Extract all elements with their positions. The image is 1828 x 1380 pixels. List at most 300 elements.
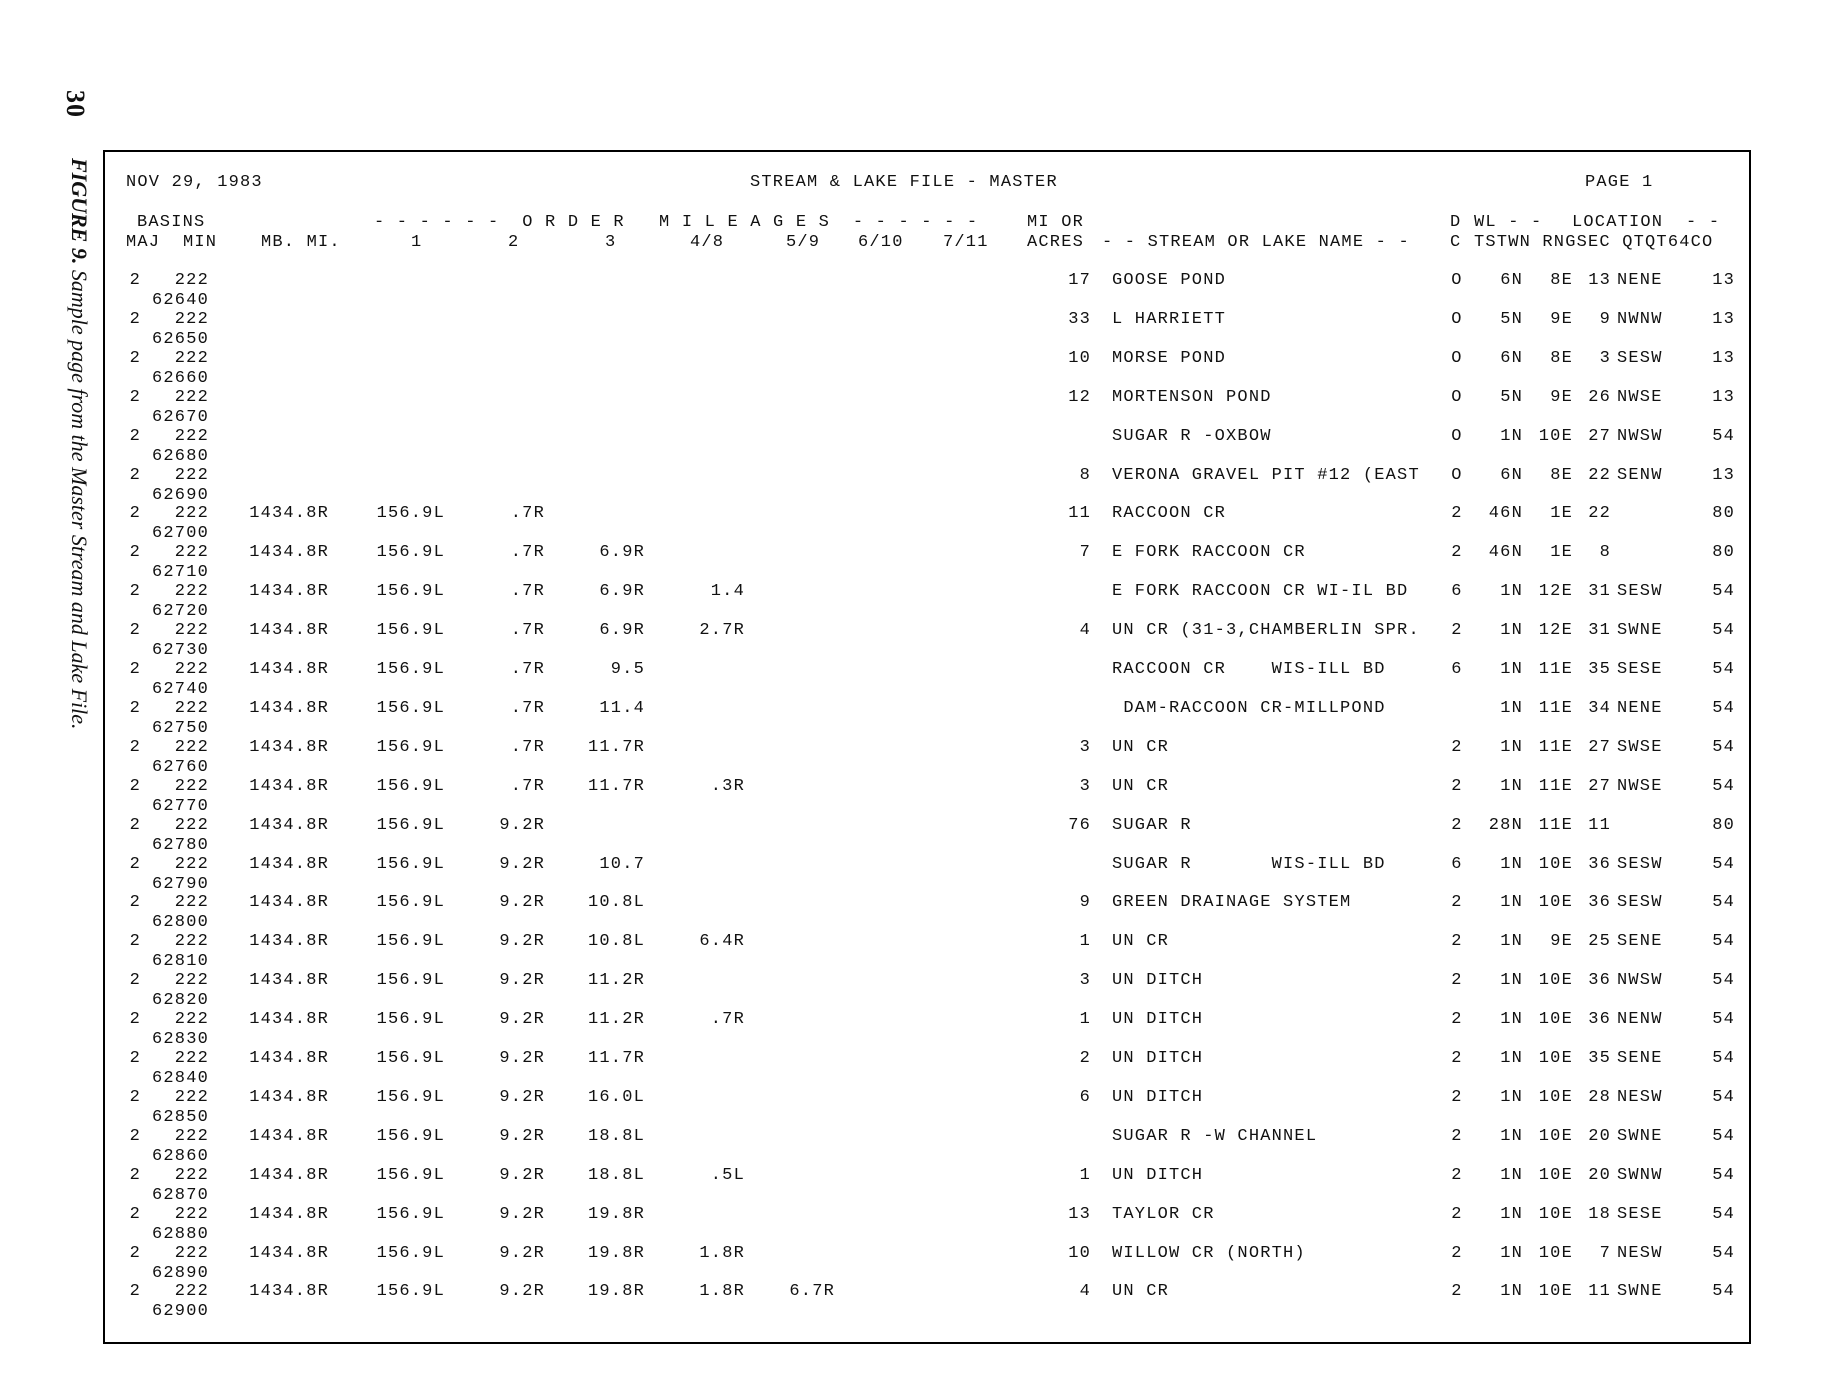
acres-value: 33 <box>1068 309 1091 329</box>
township: 6N <box>1500 271 1523 290</box>
section: 11 <box>1588 1282 1611 1302</box>
dc-code: 6 <box>1451 854 1463 874</box>
county-code: 54 <box>1712 1204 1735 1224</box>
order-1-mileage: 156.9L <box>376 1165 445 1185</box>
header-wl: WL - - <box>1474 213 1543 232</box>
record-id: 62870 <box>151 1185 209 1205</box>
mb-mileage: 1434.8R <box>249 1243 329 1263</box>
basin-major: 2 <box>129 971 141 991</box>
quarter-quarter: SESW <box>1617 893 1663 913</box>
acres-value: 8 <box>1079 465 1091 485</box>
acres-value: 3 <box>1079 776 1091 796</box>
stream-name: RACCOON CR WIS-ILL BD <box>1112 660 1386 679</box>
county-code: 80 <box>1712 815 1735 835</box>
section: 9 <box>1599 309 1611 329</box>
dc-code: 2 <box>1451 893 1463 913</box>
basin-major: 2 <box>129 348 141 368</box>
township: 1N <box>1500 737 1523 757</box>
basin-minor: 222 <box>174 893 209 913</box>
township: 1N <box>1500 893 1523 913</box>
dc-code: 2 <box>1451 1049 1463 1068</box>
section: 8 <box>1599 543 1611 563</box>
header-maj-min: MAJ MIN <box>126 233 218 252</box>
quarter-quarter: SWNE <box>1617 621 1663 641</box>
mb-mileage: 1434.8R <box>249 1010 329 1030</box>
township: 1N <box>1500 1049 1523 1068</box>
range: 11E <box>1538 815 1573 835</box>
order-2-mileage: 9.2R <box>499 815 545 835</box>
dc-code: O <box>1451 271 1463 290</box>
township: 1N <box>1500 1204 1523 1224</box>
mb-mileage: 1434.8R <box>249 582 329 602</box>
record-id: 62750 <box>151 718 209 738</box>
stream-name: UN CR <box>1112 1282 1170 1302</box>
section: 20 <box>1588 1165 1611 1185</box>
acres-value: 6 <box>1079 1087 1091 1107</box>
county-code: 54 <box>1712 971 1735 991</box>
range: 10E <box>1538 1165 1573 1185</box>
stream-name: GREEN DRAINAGE SYSTEM <box>1112 893 1352 913</box>
order-2-mileage: 9.2R <box>499 854 545 874</box>
header-order-2: 2 <box>508 233 520 252</box>
basin-minor: 222 <box>174 1243 209 1263</box>
basin-major: 2 <box>129 1010 141 1030</box>
section: 27 <box>1588 776 1611 796</box>
basin-minor: 222 <box>174 271 209 290</box>
dc-code: 2 <box>1451 543 1463 563</box>
stream-name: E FORK RACCOON CR WI-IL BD <box>1112 582 1409 602</box>
basin-major: 2 <box>129 1165 141 1185</box>
township: 28N <box>1488 815 1523 835</box>
stream-name: UN CR (31-3,CHAMBERLIN SPR. <box>1112 621 1420 641</box>
township: 1N <box>1500 1243 1523 1263</box>
order-3-mileage: 11.7R <box>587 776 645 796</box>
section: 22 <box>1588 465 1611 485</box>
acres-value: 2 <box>1079 1049 1091 1068</box>
section: 3 <box>1599 348 1611 368</box>
order-2-mileage: 9.2R <box>499 1087 545 1107</box>
mb-mileage: 1434.8R <box>249 543 329 563</box>
township: 5N <box>1500 309 1523 329</box>
county-code: 54 <box>1712 621 1735 641</box>
stream-name: UN CR <box>1112 737 1170 757</box>
county-code: 54 <box>1712 1282 1735 1302</box>
order-1-mileage: 156.9L <box>376 1282 445 1302</box>
dc-code: 2 <box>1451 621 1463 641</box>
acres-value: 13 <box>1068 1204 1091 1224</box>
order-3-mileage: 9.5 <box>610 660 645 679</box>
acres-value: 1 <box>1079 1165 1091 1185</box>
header-c: C <box>1450 233 1462 252</box>
record-id: 62810 <box>151 952 209 972</box>
township: 1N <box>1500 582 1523 602</box>
basin-minor: 222 <box>174 426 209 446</box>
mb-mileage: 1434.8R <box>249 1126 329 1146</box>
mb-mileage: 1434.8R <box>249 621 329 641</box>
quarter-quarter: NWSE <box>1617 776 1663 796</box>
quarter-quarter: SENE <box>1617 1049 1663 1068</box>
acres-value: 9 <box>1079 893 1091 913</box>
dc-code: 2 <box>1451 971 1463 991</box>
quarter-quarter: SWNE <box>1617 1126 1663 1146</box>
dc-code: 2 <box>1451 1282 1463 1302</box>
township: 1N <box>1500 932 1523 952</box>
section: 36 <box>1588 971 1611 991</box>
acres-value: 11 <box>1068 504 1091 524</box>
quarter-quarter: NENE <box>1617 271 1663 290</box>
record-id: 62690 <box>151 485 209 505</box>
order-3-mileage: 10.8L <box>587 932 645 952</box>
quarter-quarter: SENE <box>1617 932 1663 952</box>
header-order-3: 3 <box>605 233 617 252</box>
order-4-mileage: 1.4 <box>710 582 745 602</box>
stream-name: GOOSE POND <box>1112 271 1227 290</box>
stream-name: UN DITCH <box>1112 1087 1204 1107</box>
township: 6N <box>1500 465 1523 485</box>
quarter-quarter: NWSW <box>1617 426 1663 446</box>
order-3-mileage: 19.8R <box>587 1204 645 1224</box>
figure-caption-text: Sample page from the Master Stream and Lake File. <box>67 269 92 730</box>
dc-code: 2 <box>1451 815 1463 835</box>
order-3-mileage: 10.7 <box>599 854 645 874</box>
acres-value: 3 <box>1079 737 1091 757</box>
record-id: 62680 <box>151 446 209 466</box>
dc-code: 2 <box>1451 1126 1463 1146</box>
range: 10E <box>1538 1087 1573 1107</box>
basin-major: 2 <box>129 815 141 835</box>
order-1-mileage: 156.9L <box>376 543 445 563</box>
dc-code: 2 <box>1451 932 1463 952</box>
basin-minor: 222 <box>174 1282 209 1302</box>
basin-minor: 222 <box>174 465 209 485</box>
order-2-mileage: 9.2R <box>499 1010 545 1030</box>
section: 7 <box>1599 1243 1611 1263</box>
mb-mileage: 1434.8R <box>249 932 329 952</box>
stream-name: UN DITCH <box>1112 1165 1204 1185</box>
quarter-quarter: SWNW <box>1617 1165 1663 1185</box>
basin-major: 2 <box>129 1087 141 1107</box>
figure-caption <box>66 158 92 730</box>
quarter-quarter: NENE <box>1617 698 1663 718</box>
county-code: 54 <box>1712 582 1735 602</box>
order-1-mileage: 156.9L <box>376 582 445 602</box>
header-order-mileages: - - - - - - O R D E R M I L E A G E S - - - - - - <box>374 213 979 232</box>
order-1-mileage: 156.9L <box>376 971 445 991</box>
township: 1N <box>1500 660 1523 679</box>
township: 46N <box>1488 543 1523 563</box>
acres-value: 4 <box>1079 1282 1091 1302</box>
basin-minor: 222 <box>174 1204 209 1224</box>
record-id: 62730 <box>151 641 209 661</box>
section: 20 <box>1588 1126 1611 1146</box>
order-3-mileage: 6.9R <box>599 543 645 563</box>
county-code: 54 <box>1712 1165 1735 1185</box>
quarter-quarter: SESW <box>1617 348 1663 368</box>
header-basins: BASINS <box>137 213 206 232</box>
record-id: 62760 <box>151 757 209 777</box>
order-2-mileage: .7R <box>510 776 545 796</box>
acres-value: 10 <box>1068 348 1091 368</box>
basin-major: 2 <box>129 1243 141 1263</box>
order-2-mileage: 9.2R <box>499 893 545 913</box>
section: 25 <box>1588 932 1611 952</box>
basin-major: 2 <box>129 737 141 757</box>
county-code: 54 <box>1712 854 1735 874</box>
township: 1N <box>1500 1010 1523 1030</box>
order-2-mileage: 9.2R <box>499 1049 545 1068</box>
basin-major: 2 <box>129 271 141 290</box>
section: 13 <box>1588 271 1611 290</box>
dc-code: 2 <box>1451 504 1463 524</box>
basin-minor: 222 <box>174 348 209 368</box>
basin-major: 2 <box>129 1282 141 1302</box>
order-2-mileage: 9.2R <box>499 1165 545 1185</box>
range: 10E <box>1538 854 1573 874</box>
record-id: 62890 <box>151 1263 209 1283</box>
township: 5N <box>1500 387 1523 407</box>
mb-mileage: 1434.8R <box>249 971 329 991</box>
county-code: 54 <box>1712 660 1735 679</box>
basin-major: 2 <box>129 932 141 952</box>
order-1-mileage: 156.9L <box>376 621 445 641</box>
dc-code: 6 <box>1451 660 1463 679</box>
header-order-6-10: 6/10 <box>858 233 904 252</box>
order-2-mileage: 9.2R <box>499 971 545 991</box>
stream-name: VERONA GRAVEL PIT #12 (EAST <box>1112 465 1420 485</box>
mb-mileage: 1434.8R <box>249 1087 329 1107</box>
quarter-quarter: NWNW <box>1617 309 1663 329</box>
section: 11 <box>1588 815 1611 835</box>
quarter-quarter: SENW <box>1617 465 1663 485</box>
range: 10E <box>1538 893 1573 913</box>
township: 1N <box>1500 698 1523 718</box>
range: 10E <box>1538 1243 1573 1263</box>
basin-minor: 222 <box>174 1010 209 1030</box>
county-code: 13 <box>1712 465 1735 485</box>
stream-name: UN DITCH <box>1112 1049 1204 1068</box>
county-code: 54 <box>1712 1049 1735 1068</box>
quarter-quarter: NENW <box>1617 1010 1663 1030</box>
stream-name: E FORK RACCOON CR <box>1112 543 1306 563</box>
record-id: 62820 <box>151 991 209 1011</box>
order-1-mileage: 156.9L <box>376 1049 445 1068</box>
range: 10E <box>1538 426 1573 446</box>
header-mb-mi: MB. MI. <box>261 233 341 252</box>
dc-code: O <box>1451 426 1463 446</box>
dc-code: 2 <box>1451 1243 1463 1263</box>
range: 9E <box>1550 387 1573 407</box>
order-5-mileage: 6.7R <box>789 1282 835 1302</box>
order-3-mileage: 11.4 <box>599 698 645 718</box>
record-id: 62650 <box>151 329 209 349</box>
acres-value: 12 <box>1068 387 1091 407</box>
acres-value: 76 <box>1068 815 1091 835</box>
basin-major: 2 <box>129 854 141 874</box>
order-1-mileage: 156.9L <box>376 1087 445 1107</box>
range: 12E <box>1538 582 1573 602</box>
figure-label: FIGURE 9. <box>67 158 92 265</box>
order-3-mileage: 18.8L <box>587 1126 645 1146</box>
page-number: 30 <box>61 90 90 118</box>
county-code: 13 <box>1712 309 1735 329</box>
order-2-mileage: .7R <box>510 504 545 524</box>
record-id: 62740 <box>151 680 209 699</box>
township: 1N <box>1500 1165 1523 1185</box>
order-2-mileage: .7R <box>510 698 545 718</box>
range: 12E <box>1538 621 1573 641</box>
range: 10E <box>1538 1126 1573 1146</box>
quarter-quarter: NWSE <box>1617 387 1663 407</box>
township: 1N <box>1500 854 1523 874</box>
header-order-5-9: 5/9 <box>786 233 821 252</box>
township: 6N <box>1500 348 1523 368</box>
quarter-quarter: NESW <box>1617 1243 1663 1263</box>
basin-minor: 222 <box>174 1165 209 1185</box>
order-4-mileage: 6.4R <box>699 932 745 952</box>
order-4-mileage: 2.7R <box>699 621 745 641</box>
order-2-mileage: 9.2R <box>499 1126 545 1146</box>
record-id: 62880 <box>151 1224 209 1244</box>
quarter-quarter: NWSW <box>1617 971 1663 991</box>
county-code: 54 <box>1712 1010 1735 1030</box>
basin-minor: 222 <box>174 660 209 679</box>
township: 46N <box>1488 504 1523 524</box>
stream-name: WILLOW CR (NORTH) <box>1112 1243 1306 1263</box>
header-acres: ACRES <box>1027 233 1085 252</box>
dc-code: 2 <box>1451 1010 1463 1030</box>
order-4-mileage: .5L <box>710 1165 745 1185</box>
order-2-mileage: .7R <box>510 621 545 641</box>
county-code: 54 <box>1712 426 1735 446</box>
record-id: 62670 <box>151 407 209 427</box>
order-3-mileage: 11.2R <box>587 971 645 991</box>
township: 1N <box>1500 621 1523 641</box>
mb-mileage: 1434.8R <box>249 854 329 874</box>
acres-value: 4 <box>1079 621 1091 641</box>
order-1-mileage: 156.9L <box>376 932 445 952</box>
mb-mileage: 1434.8R <box>249 698 329 718</box>
stream-name: UN CR <box>1112 932 1170 952</box>
county-code: 80 <box>1712 504 1735 524</box>
acres-value: 3 <box>1079 971 1091 991</box>
order-1-mileage: 156.9L <box>376 815 445 835</box>
record-id: 62700 <box>151 524 209 544</box>
range: 11E <box>1538 660 1573 679</box>
county-code: 54 <box>1712 776 1735 796</box>
section: 27 <box>1588 737 1611 757</box>
record-id: 62900 <box>151 1302 209 1322</box>
record-id: 62660 <box>151 368 209 388</box>
printout-frame <box>103 150 1751 1344</box>
order-1-mileage: 156.9L <box>376 1126 445 1146</box>
county-code: 54 <box>1712 1087 1735 1107</box>
section: 18 <box>1588 1204 1611 1224</box>
basin-minor: 222 <box>174 698 209 718</box>
order-2-mileage: 9.2R <box>499 1282 545 1302</box>
county-code: 54 <box>1712 698 1735 718</box>
report-date: NOV 29, 1983 <box>126 173 263 192</box>
header-location-columns: TSTWN RNGSEC QTQT64CO <box>1474 233 1714 252</box>
record-id: 62800 <box>151 913 209 933</box>
order-3-mileage: 11.7R <box>587 737 645 757</box>
basin-major: 2 <box>129 582 141 602</box>
quarter-quarter: NESW <box>1617 1087 1663 1107</box>
basin-minor: 222 <box>174 1049 209 1068</box>
dc-code: 2 <box>1451 737 1463 757</box>
order-3-mileage: 18.8L <box>587 1165 645 1185</box>
quarter-quarter: SESW <box>1617 854 1663 874</box>
county-code: 54 <box>1712 1243 1735 1263</box>
dc-code: 2 <box>1451 1204 1463 1224</box>
order-1-mileage: 156.9L <box>376 1204 445 1224</box>
record-id: 62770 <box>151 796 209 816</box>
county-code: 54 <box>1712 1126 1735 1146</box>
order-2-mileage: 9.2R <box>499 932 545 952</box>
county-code: 54 <box>1712 932 1735 952</box>
order-1-mileage: 156.9L <box>376 1010 445 1030</box>
range: 11E <box>1538 737 1573 757</box>
section: 31 <box>1588 582 1611 602</box>
county-code: 13 <box>1712 348 1735 368</box>
basin-major: 2 <box>129 621 141 641</box>
stream-name: MORTENSON POND <box>1112 387 1272 407</box>
report-title: STREAM & LAKE FILE - MASTER <box>750 173 1058 192</box>
county-code: 13 <box>1712 387 1735 407</box>
range: 8E <box>1550 348 1573 368</box>
range: 11E <box>1538 698 1573 718</box>
header-order-7-11: 7/11 <box>943 233 989 252</box>
order-4-mileage: 1.8R <box>699 1282 745 1302</box>
order-1-mileage: 156.9L <box>376 698 445 718</box>
range: 8E <box>1550 465 1573 485</box>
mb-mileage: 1434.8R <box>249 776 329 796</box>
mb-mileage: 1434.8R <box>249 1049 329 1068</box>
header-mi-or: MI OR <box>1027 213 1085 232</box>
mb-mileage: 1434.8R <box>249 1165 329 1185</box>
basin-major: 2 <box>129 893 141 913</box>
record-id: 62860 <box>151 1146 209 1166</box>
order-1-mileage: 156.9L <box>376 893 445 913</box>
mb-mileage: 1434.8R <box>249 504 329 524</box>
header-order-4-8: 4/8 <box>690 233 725 252</box>
dc-code: 6 <box>1451 582 1463 602</box>
record-id: 62640 <box>151 291 209 310</box>
record-id: 62780 <box>151 835 209 855</box>
section: 36 <box>1588 854 1611 874</box>
basin-minor: 222 <box>174 1126 209 1146</box>
stream-name: SUGAR R <box>1112 815 1192 835</box>
record-id: 62720 <box>151 602 209 622</box>
basin-minor: 222 <box>174 737 209 757</box>
order-1-mileage: 156.9L <box>376 1243 445 1263</box>
dc-code: 2 <box>1451 1087 1463 1107</box>
range: 11E <box>1538 776 1573 796</box>
report-page: PAGE 1 <box>1585 173 1654 192</box>
township: 1N <box>1500 776 1523 796</box>
record-id: 62830 <box>151 1030 209 1050</box>
county-code: 54 <box>1712 893 1735 913</box>
header-order-1: 1 <box>411 233 423 252</box>
township: 1N <box>1500 1087 1523 1107</box>
basin-minor: 222 <box>174 854 209 874</box>
record-id: 62850 <box>151 1107 209 1127</box>
stream-name: L HARRIETT <box>1112 309 1227 329</box>
basin-minor: 222 <box>174 971 209 991</box>
order-4-mileage: .7R <box>710 1010 745 1030</box>
order-2-mileage: .7R <box>510 737 545 757</box>
order-2-mileage: .7R <box>510 660 545 679</box>
range: 1E <box>1550 504 1573 524</box>
